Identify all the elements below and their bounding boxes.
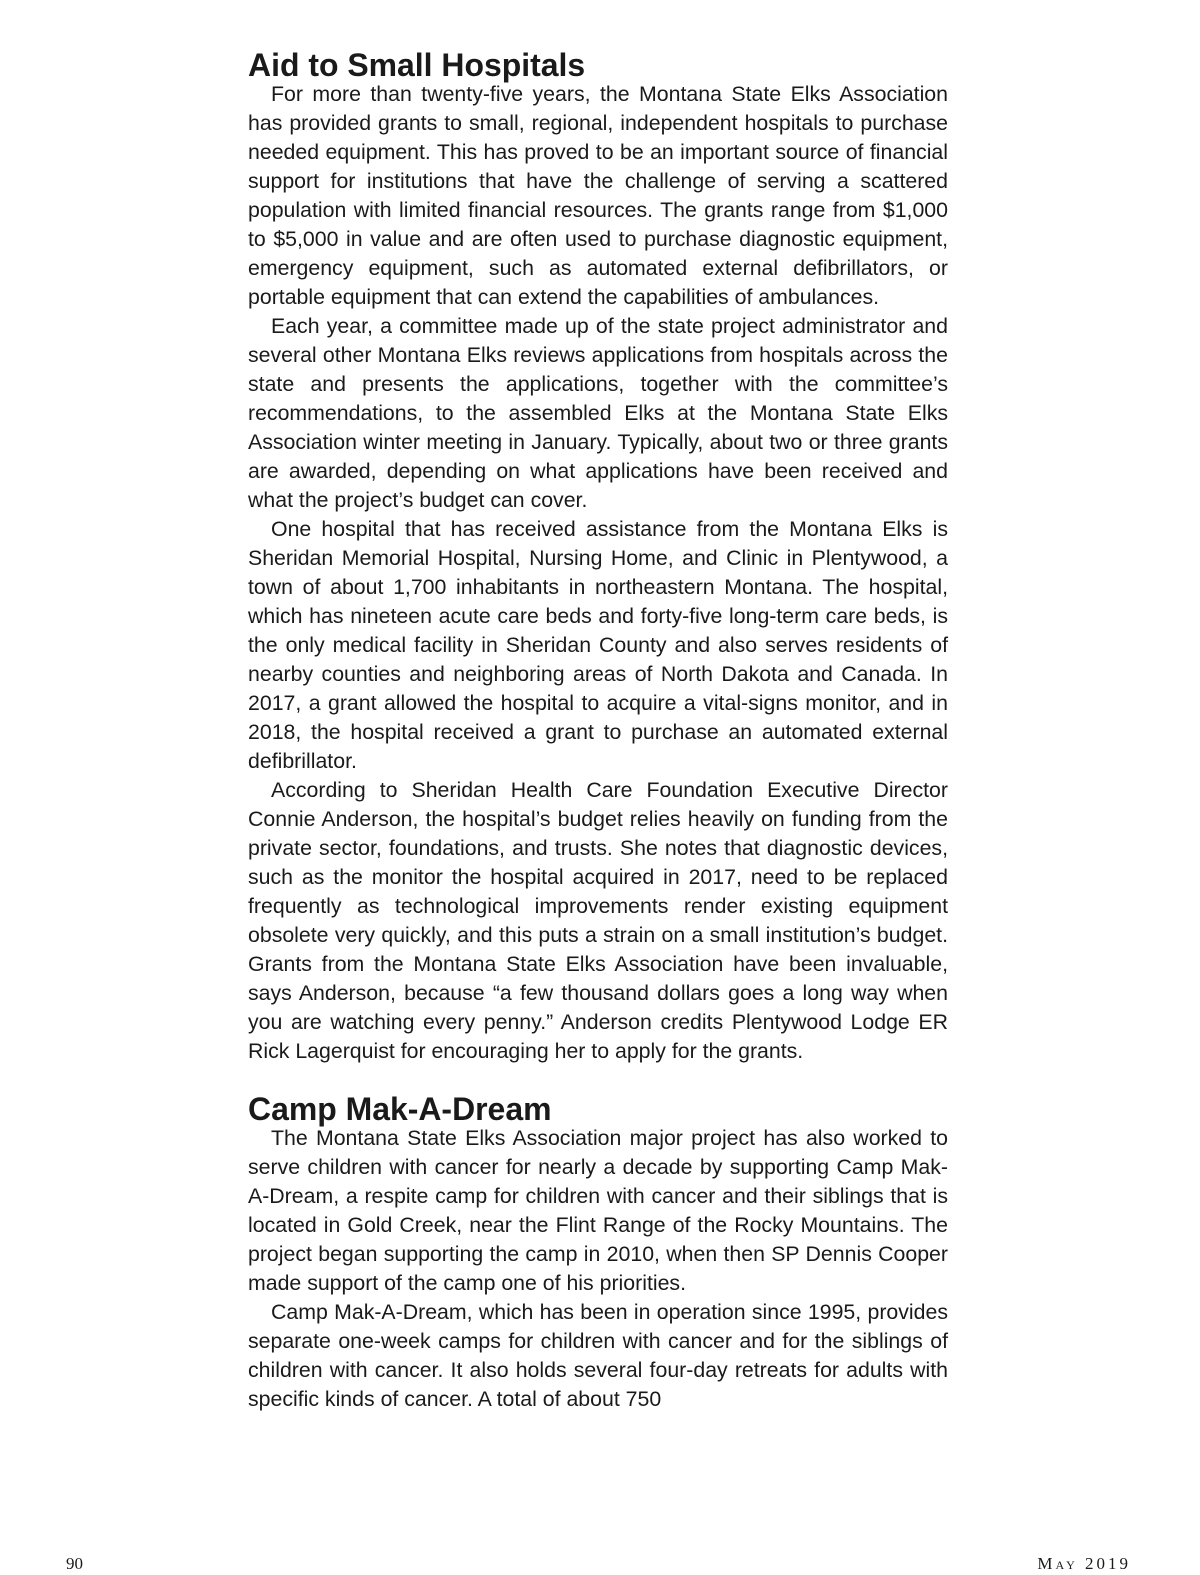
- section-heading: Camp Mak-A-Dream: [248, 1091, 552, 1127]
- section-aid-to-small-hospitals: [248, 47, 948, 1066]
- paragraph: For more than twenty-five years, the Montana State Elks Association has provided grants to small, regional, independent hospitals to purchase needed equipment. This has proved to be an important source of financial support for institutions that have the challenge of serving a scattered population with limited financial resources. The grants range from $1,000 to $5,000 in value and are often used to purchase diagnostic equipment, emergency equipment, such as automated external defibrillators, or portable equipment that can extend the capabilities of ambulances.: [248, 82, 948, 309]
- issue-date: May 2019: [1037, 1554, 1131, 1573]
- article-body: [248, 47, 948, 1414]
- paragraph: The Montana State Elks Association major project has also worked to serve children with cancer for nearly a decade by supporting Camp Mak-A-Dream, a respite camp for children with cancer and their siblings that is located in Gold Creek, near the Flint Range of the Rocky Mountains. The project began supporting the camp in 2010, when then SP Dennis Cooper made support of the camp one of his priorities.: [248, 1126, 948, 1295]
- paragraph: Each year, a committee made up of the state project administrator and several other Montana Elks reviews applications from hospitals across the state and presents the applications, together with the committee’s recommendations, to the assembled Elks at the Montana State Elks Association winter meeting in January. Typically, about two or three grants are awarded, depending on what applications have been received and what the project’s budget can cover.: [248, 314, 948, 512]
- paragraph: Camp Mak-A-Dream, which has been in operation since 1995, provides separate one-week camps for children with cancer and for the siblings of children with cancer. It also holds several four-day retreats for adults with specific kinds of cancer. A total of about 750: [248, 1300, 948, 1411]
- section-heading: Aid to Small Hospitals: [248, 47, 586, 83]
- paragraph: One hospital that has received assistance from the Montana Elks is Sheridan Memorial Hospital, Nursing Home, and Clinic in Plentywood, a town of about 1,700 inhabitants in northeastern Montana. The hospital, which has nineteen acute care beds and forty-five long-term care beds, is the only medical facility in Sheridan County and also serves residents of nearby counties and neighboring areas of North Dakota and Canada. In 2017, a grant allowed the hospital to acquire a vital-signs monitor, and in 2018, the hospital received a grant to purchase an automated external defibrillator.: [248, 517, 948, 773]
- paragraph: According to Sheridan Health Care Foundation Executive Director Connie Anderson, the hospital’s budget relies heavily on funding from the private sector, foundations, and trusts. She notes that diagnostic devices, such as the monitor the hospital acquired in 2017, need to be replaced frequently as technological improvements render existing equipment obsolete very quickly, and this puts a strain on a small institution’s budget. Grants from the Montana State Elks Association have been invaluable, says Anderson, because “a few thousand dollars goes a long way when you are watching every penny.” Anderson credits Plentywood Lodge ER Rick Lagerquist for encouraging her to apply for the grants.: [248, 778, 948, 1063]
- page-number: 90: [66, 1554, 83, 1573]
- section-camp-mak-a-dream: [248, 1091, 948, 1414]
